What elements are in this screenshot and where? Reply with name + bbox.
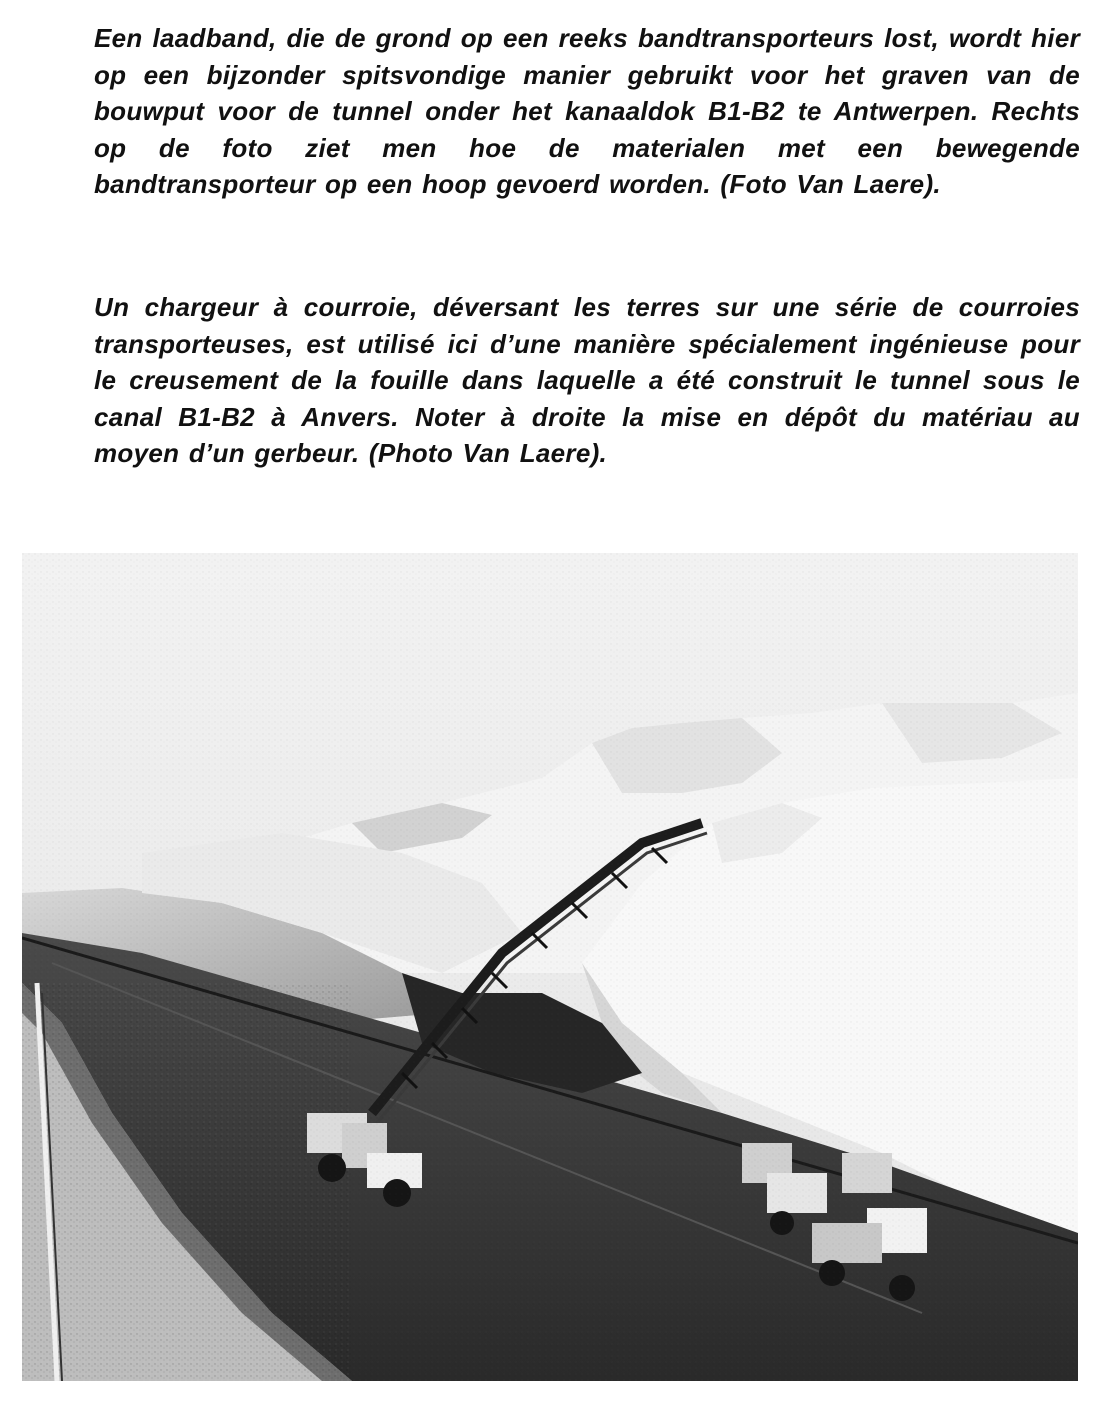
caption-french: Un chargeur à courroie, déversant les terres sur une série de courroies transporteuses, est utilisé ici d’une manière spécialement ingénieuse pour le creusement de la fouille dans laquelle a été construit le tunnel sous le canal B1-B2 à Anvers. Noter à droite la mise en dépôt du matériau au moyen d’un gerbeur. (Photo Van Laere). bbox=[94, 292, 1080, 468]
construction-photo-drawing bbox=[22, 553, 1078, 1381]
construction-photo bbox=[22, 553, 1078, 1381]
caption-dutch: Een laadband, die de grond op een reeks bandtransporteurs lost, wordt hier op een bijzonder spitsvondige manier gebruikt voor het graven van de bouwput voor de tunnel onder het kanaaldok B1-B2 te Antwerpen. Rechts op de foto ziet men hoe de materialen met een bewegende bandtransporteur op een hoop gevoerd worden. (Foto Van Laere). bbox=[94, 23, 1080, 199]
